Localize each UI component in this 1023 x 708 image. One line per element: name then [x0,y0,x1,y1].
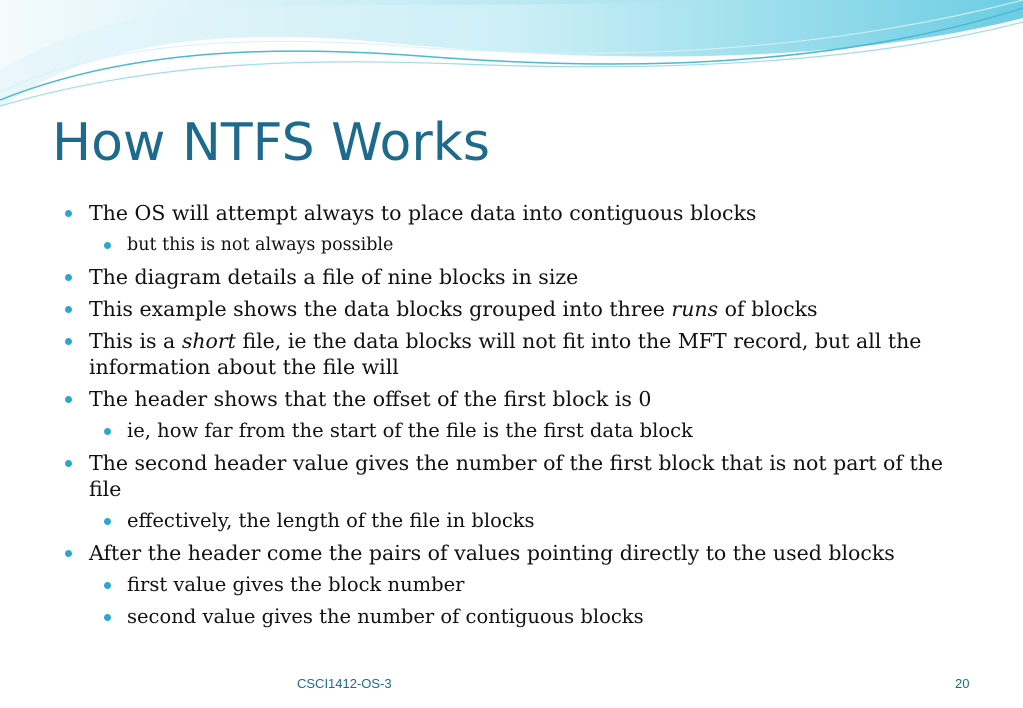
sub-bullet-text: but this is not always possible [127,235,394,255]
bullet-text: After the header come the pairs of values pointing directly to the used blocks [89,541,895,565]
sub-bullet-item [60,508,980,534]
sub-bullet-item [60,418,980,444]
bullet-dot-icon [104,582,111,589]
slide-title: How NTFS Works [52,113,490,173]
sub-bullet-item [60,572,980,598]
bullet-text: The second header value gives the number of the first block that is not part of the file [89,451,944,501]
bullet-text: of blocks [718,297,818,321]
bullet-dot-icon [65,338,72,345]
header-wave-decoration [0,0,1023,120]
bullet-dot-icon [104,614,111,621]
bullet-text: This is a [89,329,182,353]
bullet-item [60,264,980,290]
bullet-dot-icon [65,210,72,217]
bullet-dot-icon [65,550,72,557]
sub-bullet-text: effectively, the length of the file in blocks [127,509,535,532]
bullet-item [60,328,980,380]
bullet-text: The header shows that the offset of the first block is 0 [89,387,652,411]
bullet-item [60,450,980,502]
bullet-dot-icon [104,242,111,249]
bullet-item [60,296,980,322]
bullet-text: The diagram details a file of nine blocks in size [89,265,579,289]
sub-bullet-text: first value gives the block number [127,573,465,596]
bullet-item [60,200,980,226]
bullet-dot-icon [104,518,111,525]
bullet-text: The OS will attempt always to place data into contiguous blocks [89,201,757,225]
sub-bullet-text: second value gives the number of contiguous blocks [127,605,644,628]
sub-bullet-text: ie, how far from the start of the file is the first data block [127,419,693,442]
bullet-dot-icon [65,460,72,467]
bullet-emphasis-text: runs [671,297,719,321]
slide-page-number: 20 [955,676,970,691]
bullet-item [60,540,980,566]
sub-bullet-item [60,604,980,630]
sub-bullet-item [60,232,980,258]
bullet-item [60,386,980,412]
bullet-dot-icon [65,274,72,281]
bullet-dot-icon [65,306,72,313]
bullet-dot-icon [104,428,111,435]
bullet-list [60,200,980,636]
footer-course-label: CSCI1412-OS-3 [297,676,392,691]
bullet-text: This example shows the data blocks grouped into three [89,297,672,321]
bullet-text: file, ie the data blocks will not fit into the MFT record, but all the information about the file will [89,329,922,379]
bullet-dot-icon [65,396,72,403]
bullet-emphasis-text: short [181,329,236,353]
